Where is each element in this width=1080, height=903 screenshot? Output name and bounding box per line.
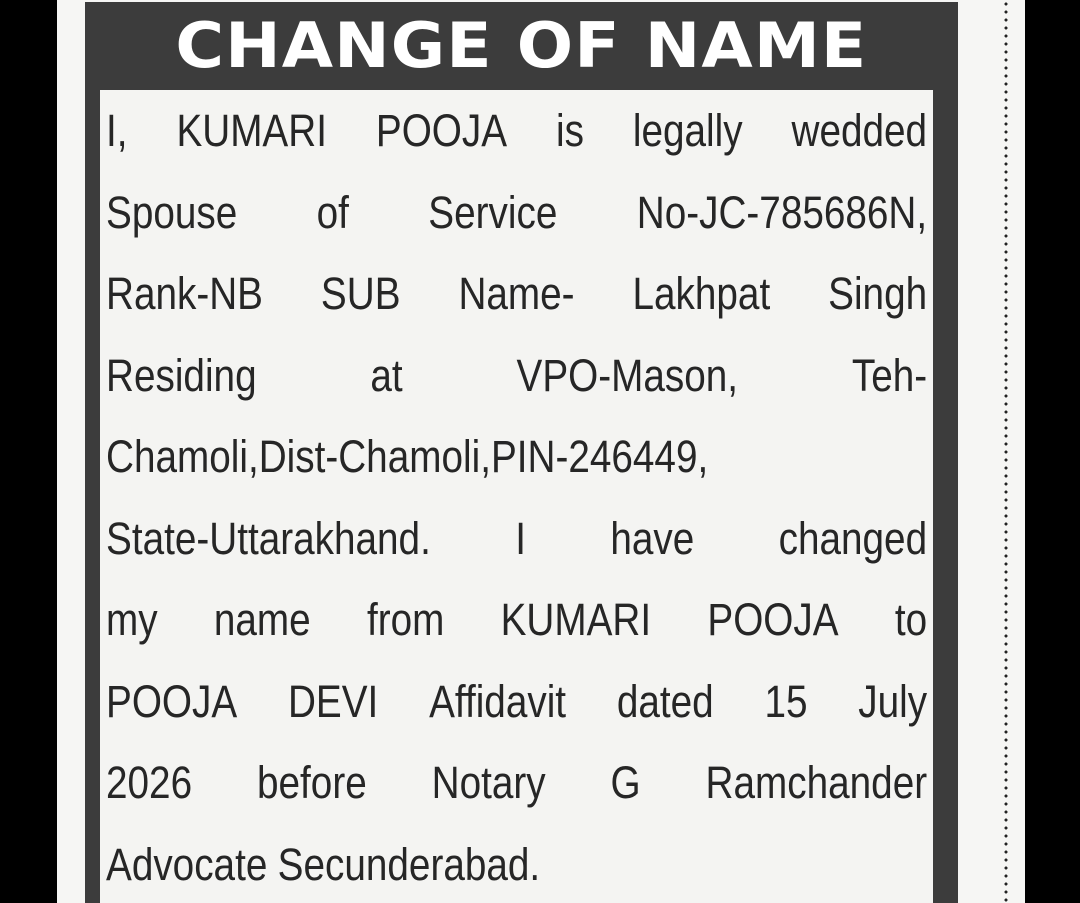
ad-text-line <box>106 253 927 335</box>
ad-word: No-JC-785686N, <box>636 186 928 238</box>
ad-word: wedded <box>791 105 928 156</box>
ad-word: State-Uttarakhand. <box>106 512 431 564</box>
ad-word: KUMARI <box>176 105 327 156</box>
ad-title: CHANGE OF NAME <box>175 8 868 82</box>
ad-word: Chamoli,Dist-Chamoli,PIN-246449, <box>106 431 709 482</box>
ad-word: name <box>213 594 311 645</box>
ad-word: before <box>256 757 367 808</box>
ad-text-line <box>106 579 927 661</box>
ad-text-line <box>106 90 927 172</box>
ad-word: to <box>894 594 928 645</box>
ad-word: legally <box>632 105 743 156</box>
ad-word: Singh <box>828 268 928 319</box>
ad-word: Lakhpat <box>632 268 771 319</box>
ad-word: Secunderabad. <box>277 838 541 890</box>
ad-text-line <box>106 661 927 743</box>
ad-text-line <box>106 742 927 824</box>
ad-word: SUB <box>320 268 401 319</box>
ad-word: G <box>610 757 641 808</box>
ad-body-text <box>100 90 933 903</box>
ad-text-line <box>106 824 927 903</box>
ad-header <box>85 2 958 88</box>
ad-word: Spouse <box>106 186 238 238</box>
dotted-column-rule <box>1004 0 1008 903</box>
classified-ad <box>85 2 958 903</box>
ad-text-line <box>106 172 927 254</box>
ad-text-line <box>106 335 927 417</box>
ad-word: Name- <box>458 268 575 319</box>
ad-word: from <box>366 594 445 645</box>
ad-word: my <box>106 594 158 645</box>
ad-word: VPO-Mason, <box>516 349 739 401</box>
ad-word: KUMARI <box>500 594 652 645</box>
ad-word: Notary <box>431 757 546 808</box>
ad-word: at <box>370 349 403 401</box>
ad-word: I, <box>106 105 128 156</box>
ad-word: Residing <box>106 349 257 401</box>
ad-word: I <box>515 512 526 564</box>
ad-word: DEVI <box>287 675 379 727</box>
ad-word: Rank-NB <box>106 268 264 319</box>
ad-word: Advocate <box>106 838 268 890</box>
ad-text-line <box>106 498 927 580</box>
ad-word: have <box>610 512 695 564</box>
ad-text-line <box>106 416 927 498</box>
ad-word: Service <box>428 186 558 238</box>
ad-word: POOJA <box>106 675 238 727</box>
ad-word: 15 <box>764 675 808 727</box>
ad-word: changed <box>778 512 928 564</box>
ad-word: dated <box>616 675 714 727</box>
ad-word: July <box>858 675 928 727</box>
ad-word: POOJA <box>375 105 508 156</box>
ad-word: of <box>316 186 349 238</box>
ad-word: Affidavit <box>429 675 567 727</box>
ad-word: is <box>555 105 584 156</box>
ad-word: Ramchander <box>705 757 928 808</box>
ad-word: Teh- <box>851 349 928 401</box>
ad-word: POOJA <box>707 594 839 645</box>
ad-word: 2026 <box>106 757 193 808</box>
